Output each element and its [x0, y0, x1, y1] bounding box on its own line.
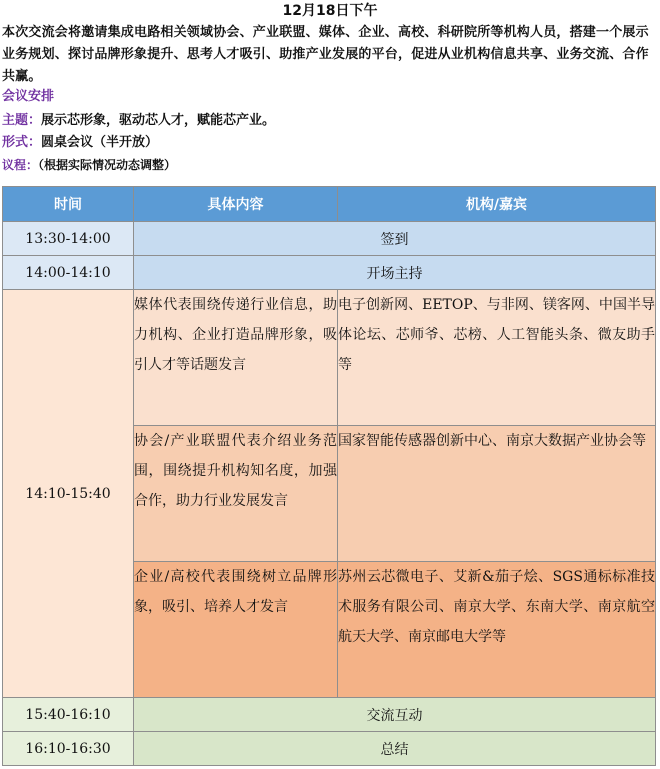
theme-line — [2, 110, 275, 132]
table-row-opening — [3, 256, 656, 290]
page-title: 12月18日下午 — [282, 3, 378, 19]
header-guests: 机构/嘉宾 — [338, 187, 656, 222]
content-cell: 协会/产业联盟代表介绍业务范围，围绕提升机构知名度，加强合作，助力行业发展发言 — [134, 426, 338, 562]
time-cell: 13:30-14:00 — [3, 222, 134, 256]
form-value: 圆桌会议（半开放） — [41, 135, 159, 150]
table-header-row — [3, 187, 656, 222]
content-cell: 媒体代表围绕传递行业信息，助力机构、企业打造品牌形象，吸引人才等话题发言 — [134, 290, 338, 426]
header-time: 时间 — [3, 187, 134, 222]
table-row-interaction — [3, 698, 656, 732]
form-label: 形式： — [2, 135, 42, 150]
content-cell: 交流互动 — [134, 698, 656, 732]
time-cell: 14:10-15:40 — [3, 290, 134, 698]
table-row-summary — [3, 732, 656, 766]
guests-cell: 国家智能传感器创新中心、南京大数据产业协会等 — [338, 426, 656, 562]
time-cell: 16:10-16:30 — [3, 732, 134, 766]
time-cell: 15:40-16:10 — [3, 698, 134, 732]
theme-label: 主题： — [2, 113, 42, 128]
section-heading-agenda: 会议安排 — [2, 89, 55, 104]
content-cell: 签到 — [134, 222, 656, 256]
guests-cell: 电子创新网、EETOP、与非网、镁客网、中国半导体论坛、芯师爷、芯榜、人工智能头条、微友助手等 — [338, 290, 656, 426]
header-content: 具体内容 — [134, 187, 338, 222]
content-cell: 企业/高校代表围绕树立品牌形象，吸引、培养人才发言 — [134, 562, 338, 698]
process-line — [2, 154, 176, 176]
intro-paragraph: 本次交流会将邀请集成电路相关领域协会、产业联盟、媒体、企业、高校、科研院所等机构人员，搭建一个展示业务规划、探讨品牌形象提升、思考人才吸引、助推产业发展的平台，促进从业机构信息共享、业务交流、合作共赢。 — [2, 25, 649, 84]
process-note: （根据实际情况动态调整） — [38, 158, 177, 172]
table-row-media — [3, 290, 656, 426]
content-cell: 总结 — [134, 732, 656, 766]
theme-value: 展示芯形象，驱动芯人才，赋能芯产业。 — [41, 113, 276, 128]
content-cell: 开场主持 — [134, 256, 656, 290]
time-cell: 14:00-14:10 — [3, 256, 134, 290]
guests-cell: 苏州云芯微电子、艾新&茄子烩、SGS通标标准技术服务有限公司、南京大学、东南大学、南京航空航天大学、南京邮电大学等 — [338, 562, 656, 698]
agenda-table — [2, 186, 656, 766]
table-row-checkin — [3, 222, 656, 256]
form-line — [2, 132, 158, 154]
process-label: 议程： — [2, 158, 39, 172]
